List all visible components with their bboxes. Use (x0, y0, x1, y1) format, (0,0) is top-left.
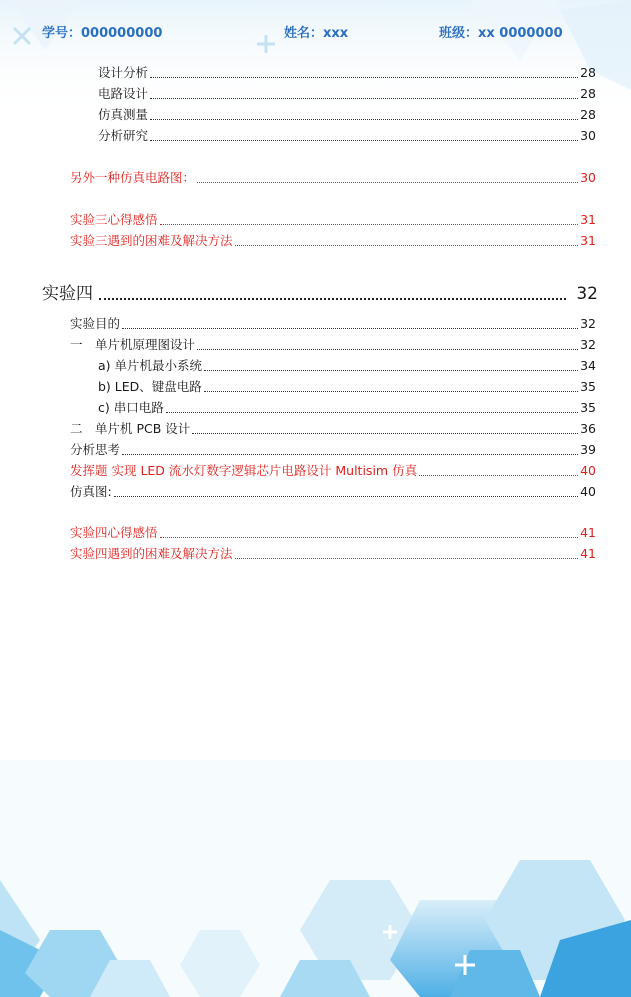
toc-entry-page: 35 (580, 400, 596, 415)
toc-entry-title: 分析研究 (98, 128, 149, 143)
toc-leader (204, 391, 578, 392)
toc-leader (150, 98, 578, 99)
toc-entry-title: 实验四遇到的困难及解决方法 (70, 546, 233, 561)
toc-leader (122, 328, 578, 329)
toc-entry-page: 30 (580, 128, 596, 143)
toc-entry-title: 另外一种仿真电路图： (70, 170, 196, 185)
toc-entry-title: a) 单片机最小系统 (98, 358, 203, 373)
toc-entry[interactable] (98, 64, 596, 82)
toc-entry[interactable] (70, 462, 596, 480)
toc-entry[interactable] (98, 378, 596, 396)
toc-entry-title: 实验三遇到的困难及解决方法 (70, 233, 233, 248)
toc-leader (150, 119, 578, 120)
toc-entry-title: 设计分析 (98, 65, 149, 80)
toc-leader (114, 496, 578, 497)
toc-entry-page: 40 (580, 484, 596, 499)
toc-leader (160, 537, 579, 538)
toc-entry[interactable] (70, 211, 596, 229)
toc-entry[interactable] (98, 357, 596, 375)
toc-leader (150, 140, 578, 141)
toc-leader (160, 224, 579, 225)
toc-leader (419, 475, 578, 476)
toc-entry-page: 28 (580, 107, 596, 122)
toc-entry-page: 28 (580, 65, 596, 80)
toc-entry-page: 39 (580, 442, 596, 457)
toc-chapter-heading[interactable] (42, 282, 598, 306)
toc-entry[interactable] (70, 524, 596, 542)
toc-entry-title: 仿真图: (70, 484, 112, 499)
toc-entry-page: 41 (580, 525, 596, 540)
toc-entry-title: 分析思考 (70, 442, 121, 457)
toc-entry-title: 实验三心得感悟 (70, 212, 158, 227)
toc-entry[interactable] (70, 545, 596, 563)
toc-entry-page: 31 (580, 212, 596, 227)
toc-entry-page: 41 (580, 546, 596, 561)
toc-entry-title: 电路设计 (98, 86, 149, 101)
toc-entry-title: 发挥题 实现 LED 流水灯数字逻辑芯片电路设计 Multisim 仿真 (70, 463, 418, 478)
toc-entry-page: 40 (580, 463, 596, 478)
toc-entry-title: 实验四心得感悟 (70, 525, 158, 540)
student-name: 姓名：xxx (284, 26, 349, 41)
toc-entry-title: 一 单片机原理图设计 (70, 337, 196, 352)
toc-leader (122, 454, 578, 455)
page-header (0, 22, 631, 44)
toc-entry-page: 30 (580, 170, 596, 185)
toc-entry-page: 32 (576, 284, 598, 304)
toc-entry[interactable] (98, 127, 596, 145)
toc-entry-title: 实验目的 (70, 316, 121, 331)
toc-leader (197, 182, 578, 183)
toc-entry[interactable] (70, 441, 596, 459)
toc-leader (192, 433, 578, 434)
toc-entry[interactable] (70, 232, 596, 250)
toc-leader (204, 370, 578, 371)
toc-leader (150, 77, 578, 78)
toc-leader (197, 349, 578, 350)
toc-entry[interactable] (70, 420, 596, 438)
toc-leader (99, 298, 566, 300)
toc-entry[interactable] (98, 106, 596, 124)
toc-entry-page: 32 (580, 337, 596, 352)
toc-entry-page: 35 (580, 379, 596, 394)
toc-entry[interactable] (70, 315, 596, 333)
toc-entry[interactable] (98, 85, 596, 103)
toc-entry-title: b) LED、键盘电路 (98, 379, 202, 394)
toc-entry-title: 二 单片机 PCB 设计 (70, 421, 191, 436)
toc-entry[interactable] (70, 169, 596, 187)
toc-entry[interactable] (98, 399, 596, 417)
toc-entry-page: 31 (580, 233, 596, 248)
toc-entry[interactable] (70, 483, 596, 501)
student-id: 学号：000000000 (42, 26, 163, 41)
toc-entry-title: c) 串口电路 (98, 400, 164, 415)
toc-entry[interactable] (70, 336, 596, 354)
toc-entry-page: 34 (580, 358, 596, 373)
toc-entry-page: 36 (580, 421, 596, 436)
toc-entry-title: 实验四 (42, 284, 93, 304)
toc-leader (235, 245, 579, 246)
toc-entry-page: 28 (580, 86, 596, 101)
toc-entry-title: 仿真测量 (98, 107, 149, 122)
toc-leader (235, 558, 579, 559)
toc-entry-page: 32 (580, 316, 596, 331)
toc-leader (166, 412, 578, 413)
student-class: 班级：xx 0000000 (439, 26, 563, 41)
